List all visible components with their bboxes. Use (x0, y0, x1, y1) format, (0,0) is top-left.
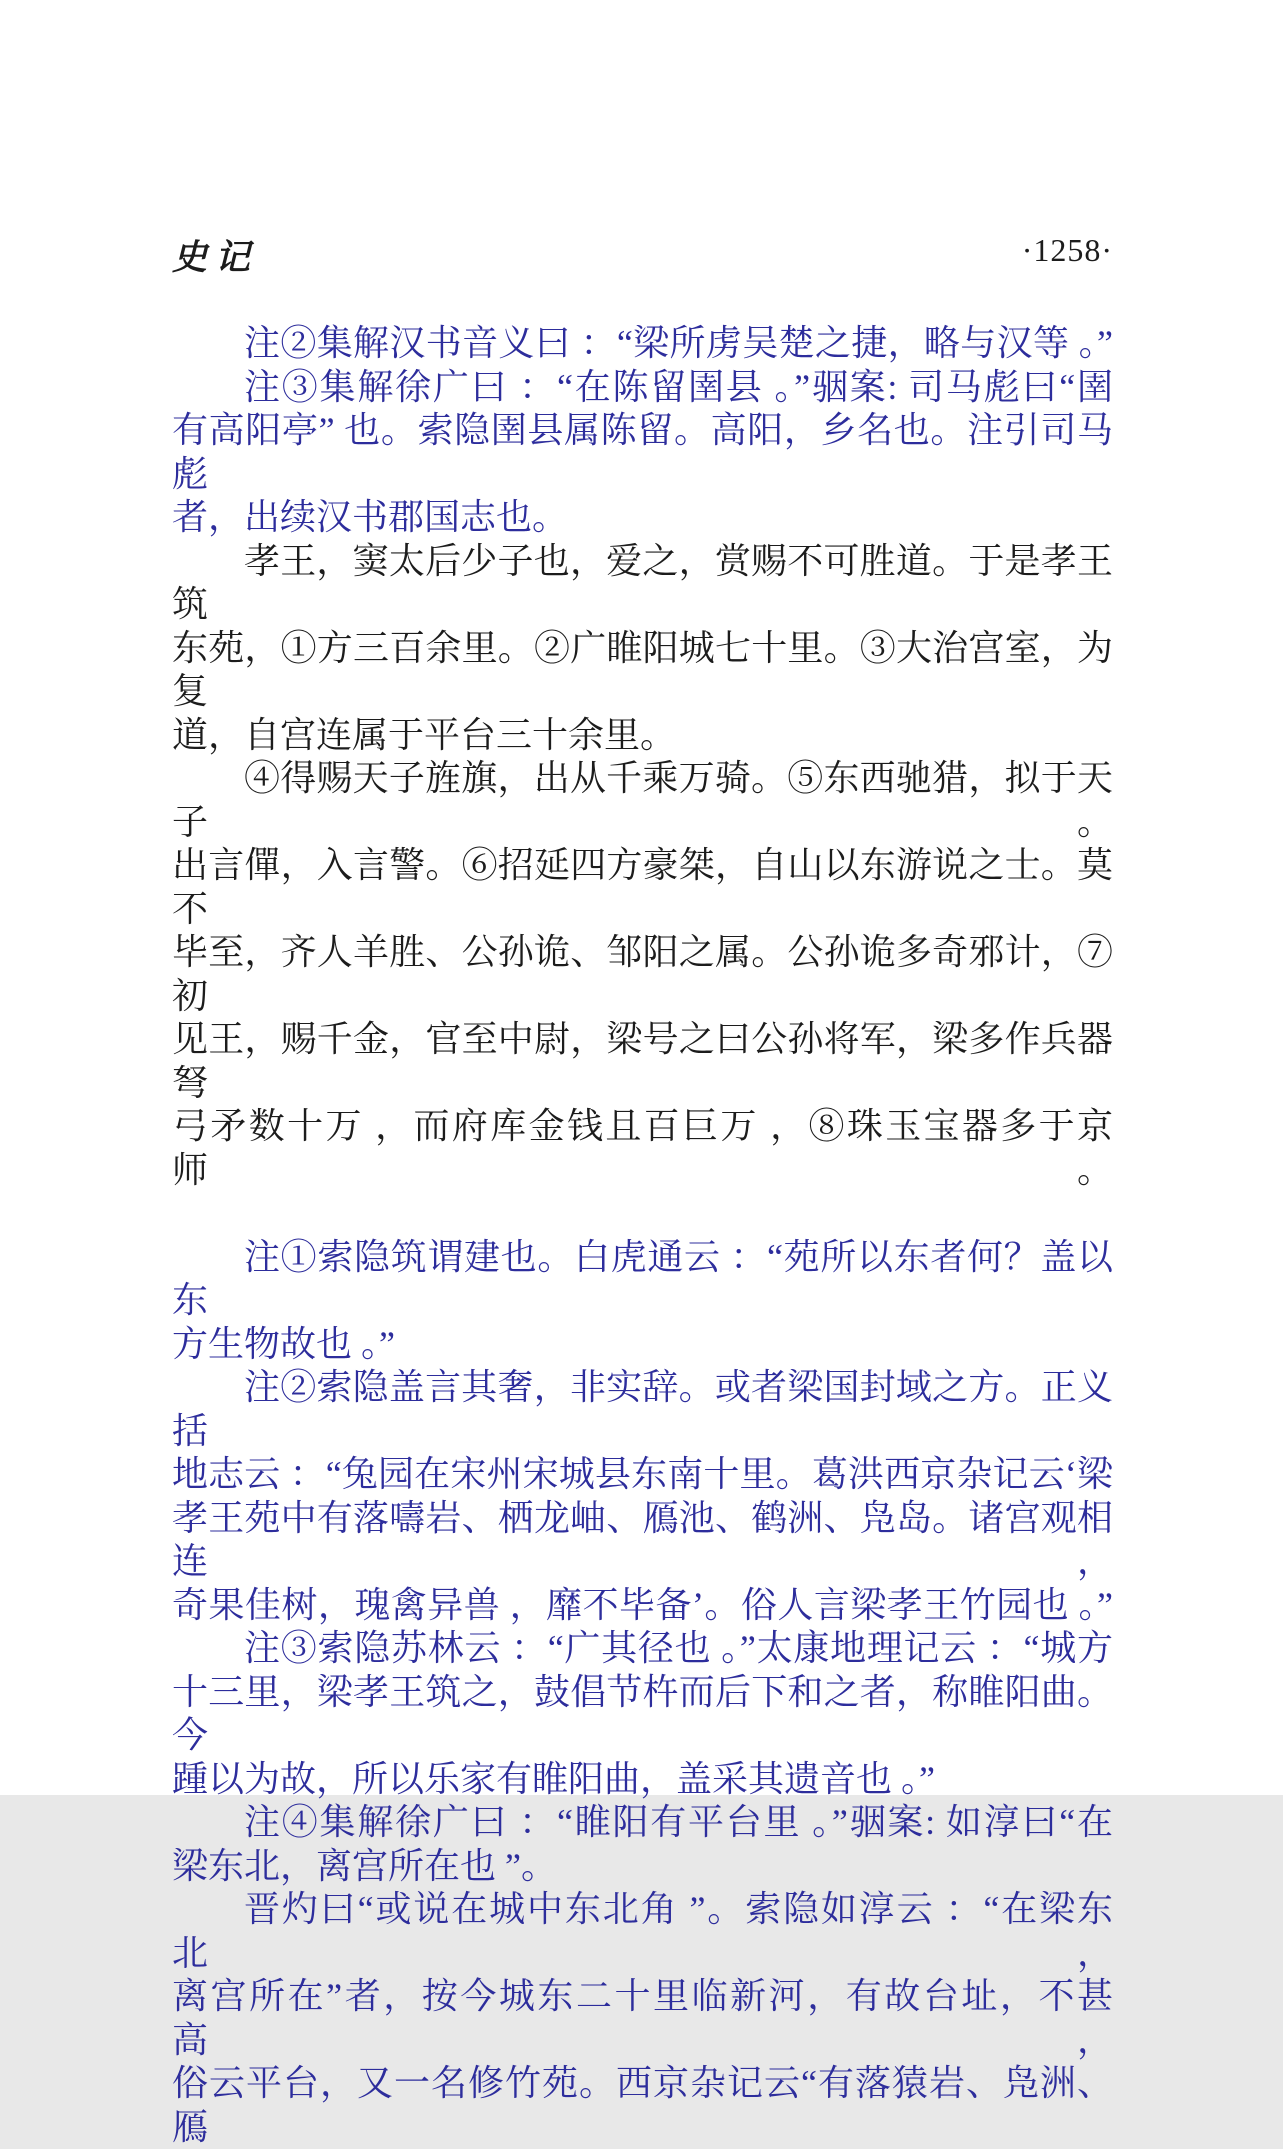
text-line: 十三里，梁孝王筑之，鼓倡节杵而后下和之者，称睢阳曲。今 (172, 1671, 1113, 1755)
text-body (172, 322, 1113, 2149)
text-line: 离宫所在”者，按今城东二十里临新河，有故台址，不甚高， (172, 1976, 1113, 2060)
text-line: 注④集解徐广曰 ：“睢阳有平台里 。”骃案: 如淳曰“在 (244, 1802, 1113, 1842)
text-line: 有高阳亭” 也。索隐圉县属陈留。高阳，乡名也。注引司马彪 (172, 410, 1113, 494)
book-title: 史记 (172, 238, 259, 277)
text-line: 注②集解汉书音义曰 ：“梁所虏吴楚之捷，略与汉等 。” (244, 323, 1113, 363)
text-line: 方生物故也 。” (172, 1323, 395, 1364)
page-number: ·1258· (1021, 232, 1113, 268)
text-line: 注③索隐苏林云 ：“广其径也 。”太康地理记云 ：“城方 (244, 1628, 1113, 1668)
text-line: 出言僤，入言警。⑥招延四方豪桀，自山以东游说之士。莫不 (172, 845, 1113, 929)
text-line: 梁东北，离宫所在也 ”。 (172, 1845, 557, 1886)
text-line: 孝王，窦太后少子也，爱之，赏赐不可胜道。于是孝王筑 (172, 540, 1113, 624)
text-line: 地志云 ：“兔园在宋州宋城县东南十里。葛洪西京杂记云‘梁 (172, 1454, 1113, 1494)
text-line: 毕至，齐人羊胜、公孙诡、邹阳之属。公孙诡多奇邪计，⑦初 (172, 932, 1113, 1016)
text-line: 孝王苑中有落嚋岩、栖龙岫、鴈池、鹤洲、凫岛。诸宫观相连， (172, 1497, 1113, 1581)
text-line: ④得赐天子旌旗，出从千乘万骑。⑤东西驰猎，拟于天子。 (172, 758, 1113, 842)
text-line: 见王，赐千金，官至中尉，梁号之曰公孙将军，梁多作兵器弩 (172, 1019, 1113, 1103)
text-line: 晋灼曰“或说在城中东北角 ”。索隐如淳云 ：“在梁东北， (172, 1889, 1113, 1973)
text-line: 注②索隐盖言其奢，非实辞。或者梁国封域之方。正义括 (172, 1367, 1113, 1451)
text-line: 奇果佳树，瑰禽异兽 ，靡不毕备’。俗人言梁孝王竹园也 。” (172, 1584, 1113, 1625)
text-line: 注③集解徐广曰 ：“在陈留圉县 。”骃案: 司马彪曰“圉 (244, 366, 1113, 407)
text-line: 道，自宫连属于平台三十余里。 (172, 714, 677, 755)
text-line: 弓矛数十万 ，而府库金钱且百巨万 ，⑧珠玉宝器多于京师。 (172, 1106, 1113, 1190)
text-line: 者，出续汉书郡国志也。 (172, 497, 569, 537)
text-line: 东苑，①方三百余里。②广睢阳城七十里。③大治宫室，为复 (172, 627, 1113, 711)
text-line: 俗云平台，又一名修竹苑。西京杂记云“有落猿岩、凫洲、鴈 (172, 2063, 1113, 2147)
text-line: 注①索隐筑谓建也。白虎通云 ：“苑所以东者何？盖以东 (172, 1236, 1113, 1320)
running-header (172, 230, 1113, 277)
blank-line (172, 1192, 1113, 1236)
text-line: 踵以为故，所以乐家有睢阳曲，盖采其遗音也 。” (172, 1758, 935, 1799)
